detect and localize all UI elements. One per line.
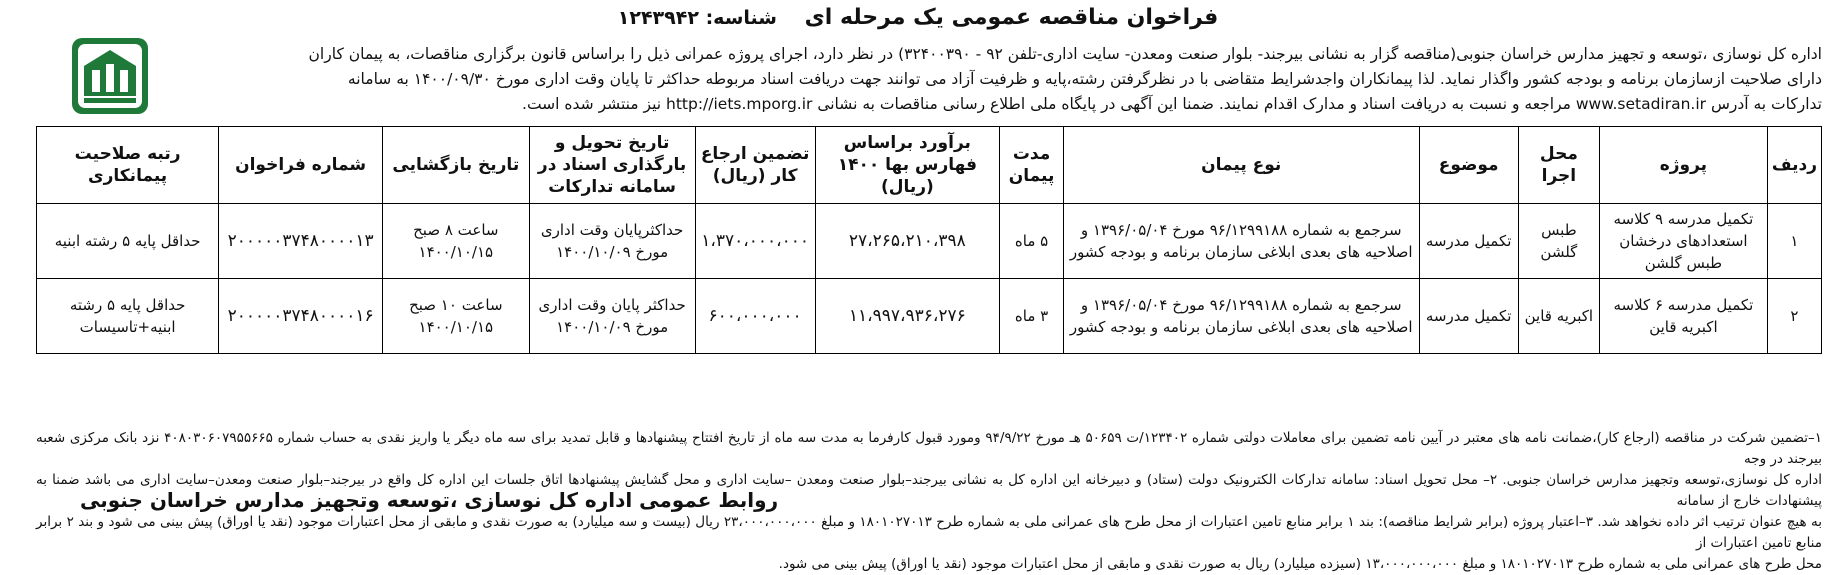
cell-call-number: ۲۰۰۰۰۰۳۷۴۸۰۰۰۰۱۳ (219, 204, 383, 279)
cell-delivery: حداکثرپایان وقت اداری مورخ ۱۴۰۰/۱۰/۰۹ (529, 204, 695, 279)
organization-logo (70, 36, 150, 116)
cell-estimate: ۱۱،۹۹۷،۹۳۶،۲۷۶ (815, 279, 1000, 354)
cell-location: اکبریه قاین (1518, 279, 1599, 354)
notice-header (0, 4, 1836, 32)
cell-opening: ساعت ۸ صبح ۱۴۰۰/۱۰/۱۵ (383, 204, 530, 279)
notice-id: شناسه: ۱۲۴۳۹۴۲ (617, 7, 777, 29)
intro-line: اداره کل نوسازی ،توسعه و تجهیز مدارس خراسان جنوبی(مناقصه گزار به نشانی بیرجند- بلوار صنعت ومعدن- سایت اداری-تلفن ۹۲ - ۳۲۴۰۰۳۹۰) در نظر دارد، اجرای پروژه عمرانی ذیل را براساس قانون برگزاری مناقصات، به پیمان کاران (308, 45, 1822, 63)
col-header-estimate: برآورد براساس فهارس بها ۱۴۰۰ (ریال) (815, 127, 1000, 204)
notes-line: ۱–تضمین شرکت در مناقصه (ارجاع کار)،ضمانت نامه های معتبر در آیین نامه تضمین برای معاملات دولتی شماره ۱۲۳۴۰۲/ت ۵۰۶۵۹ هـ مورخ ۹۴/۹/۲۲ ومورد قبول کارفرما به مدت سه ماه از تاریخ افتتاح پیشنهادها و قابل تمدید برای سه ماه دیگر یا واریز نقدی به حساب شماره ۴۰۸۰۳۰۶۰۷۹۵۵۶۶۵ نزد بانک مرکزی شعبه بیرجند در وجه (36, 430, 1822, 467)
cell-contract-type: سرجمع به شماره ۹۶/۱۲۹۹۱۸۸ مورخ ۱۳۹۶/۰۵/۰۴ و اصلاحیه های بعدی ابلاغی سازمان برنامه و بودجه کشور (1063, 204, 1419, 279)
table-header-row (37, 127, 1822, 204)
cell-location: طبس گلشن (1518, 204, 1599, 279)
page-title: فراخوان مناقصه عمومی یک مرحله ای (804, 5, 1219, 30)
cell-row: ۱ (1767, 204, 1821, 279)
cell-project: تکمیل مدرسه ۶ کلاسه اکبریه قاین (1599, 279, 1767, 354)
col-header-qualification: رتبه صلاحیت پیمانکاری (37, 127, 219, 204)
cell-subject: تکمیل مدرسه (1419, 204, 1518, 279)
intro-paragraph (165, 42, 1822, 117)
cell-duration: ۳ ماه (1000, 279, 1064, 354)
col-header-delivery: تاریخ تحویل و بارگذاری اسناد در سامانه تدارکات (529, 127, 695, 204)
intro-line: تدارکات به آدرس www.setadiran.ir مراجعه و نسبت به دریافت اسناد و مدارک اقدام نمایند. ضمنا این آگهی در پایگاه ملی اطلاع رسانی مناقصات به نشانی http://iets.mporg.ir نیز منتشر شده است. (522, 95, 1822, 113)
cell-qualification: حداقل پایه ۵ رشته ابنیه+تاسیسات (37, 279, 219, 354)
notes-line: اداره کل نوسازی،توسعه وتجهیز مدارس خراسان جنوبی. ۲– محل تحویل اسناد: سامانه تدارکات الکترونیک دولت (ستاد) و دبیرخانه این اداره کل به نشانی بیرجند–بلوار صنعت ومعدن –سایت اداری و محل گشایش پیشنهادها اتاق جلسات این اداره کل واقع در بیرجند–بلوار صنعت ومعدن–سایت اداری می باشد ضمنا به پیشنهادات خارج از سامانه (36, 472, 1822, 509)
cell-delivery: حداکثر پایان وقت اداری مورخ ۱۴۰۰/۱۰/۰۹ (529, 279, 695, 354)
col-header-row: ردیف (1767, 127, 1821, 204)
table-row (37, 204, 1822, 279)
col-header-project: پروژه (1599, 127, 1767, 204)
cell-guarantee: ۶۰۰،۰۰۰،۰۰۰ (695, 279, 815, 354)
col-header-call-number: شماره فراخوان (219, 127, 383, 204)
intro-line: دارای صلاحیت ازسازمان برنامه و بودجه کشور واگذار نماید. لذا پیمانکاران واجدشرایط متقاضی با در نظرگرفتن رشته،پایه و ظرفیت آزاد می توانند جهت دریافت اسناد مربوطه حداکثر تا پایان وقت اداری مورخ ۱۴۰۰/۰۹/۳۰ به سامانه (347, 70, 1822, 88)
tender-table (36, 126, 1822, 354)
cell-subject: تکمیل مدرسه (1419, 279, 1518, 354)
table-row (37, 279, 1822, 354)
cell-qualification: حداقل پایه ۵ رشته ابنیه (37, 204, 219, 279)
notes-line: محل طرح های عمرانی ملی به شماره طرح ۱۸۰۱۰۲۷۰۱۳ و مبلغ ۱۳،۰۰۰،۰۰۰،۰۰۰ (سیزده میلیارد) ریال به صورت نقدی و مابقی از محل اعتبارات موجود (نقد یا اوراق) پیش بینی می شود. (778, 556, 1822, 572)
cell-call-number: ۲۰۰۰۰۰۳۷۴۸۰۰۰۰۱۶ (219, 279, 383, 354)
footer-signature: روابط عمومی اداره کل نوسازی ،توسعه وتجهیز مدارس خراسان جنوبی (80, 488, 779, 512)
col-header-opening: تاریخ بازگشایی (383, 127, 530, 204)
cell-row: ۲ (1767, 279, 1821, 354)
col-header-subject: موضوع (1419, 127, 1518, 204)
cell-opening: ساعت ۱۰ صبح ۱۴۰۰/۱۰/۱۵ (383, 279, 530, 354)
col-header-duration: مدت پیمان (1000, 127, 1064, 204)
cell-estimate: ۲۷،۲۶۵،۲۱۰،۳۹۸ (815, 204, 1000, 279)
col-header-contract-type: نوع پیمان (1063, 127, 1419, 204)
col-header-guarantee: تضمین ارجاع کار (ریال) (695, 127, 815, 204)
cell-guarantee: ۱،۳۷۰،۰۰۰،۰۰۰ (695, 204, 815, 279)
cell-project: تکمیل مدرسه ۹ کلاسه استعدادهای درخشان طبس گلشن (1599, 204, 1767, 279)
notes-line: به هیچ عنوان ترتیب اثر داده نخواهد شد. ۳–اعتبار پروژه (برابر شرایط مناقصه): بند ۱ برابر منابع تامین اعتبارات از محل طرح های عمرانی ملی به شماره طرح ۱۸۰۱۰۲۷۰۱۳ و مبلغ ۲۳،۰۰۰،۰۰۰،۰۰۰ ریال (بیست و سه میلیارد) به صورت نقدی و مابقی از محل اعتبارات موجود (نقد یا اوراق) پیش بینی می شود و بند ۲ برابر منابع تامین اعتبارات از (36, 514, 1822, 551)
cell-contract-type: سرجمع به شماره ۹۶/۱۲۹۹۱۸۸ مورخ ۱۳۹۶/۰۵/۰۴ و اصلاحیه های بعدی ابلاغی سازمان برنامه و بودجه کشور (1063, 279, 1419, 354)
col-header-location: محل اجرا (1518, 127, 1599, 204)
cell-duration: ۵ ماه (1000, 204, 1064, 279)
